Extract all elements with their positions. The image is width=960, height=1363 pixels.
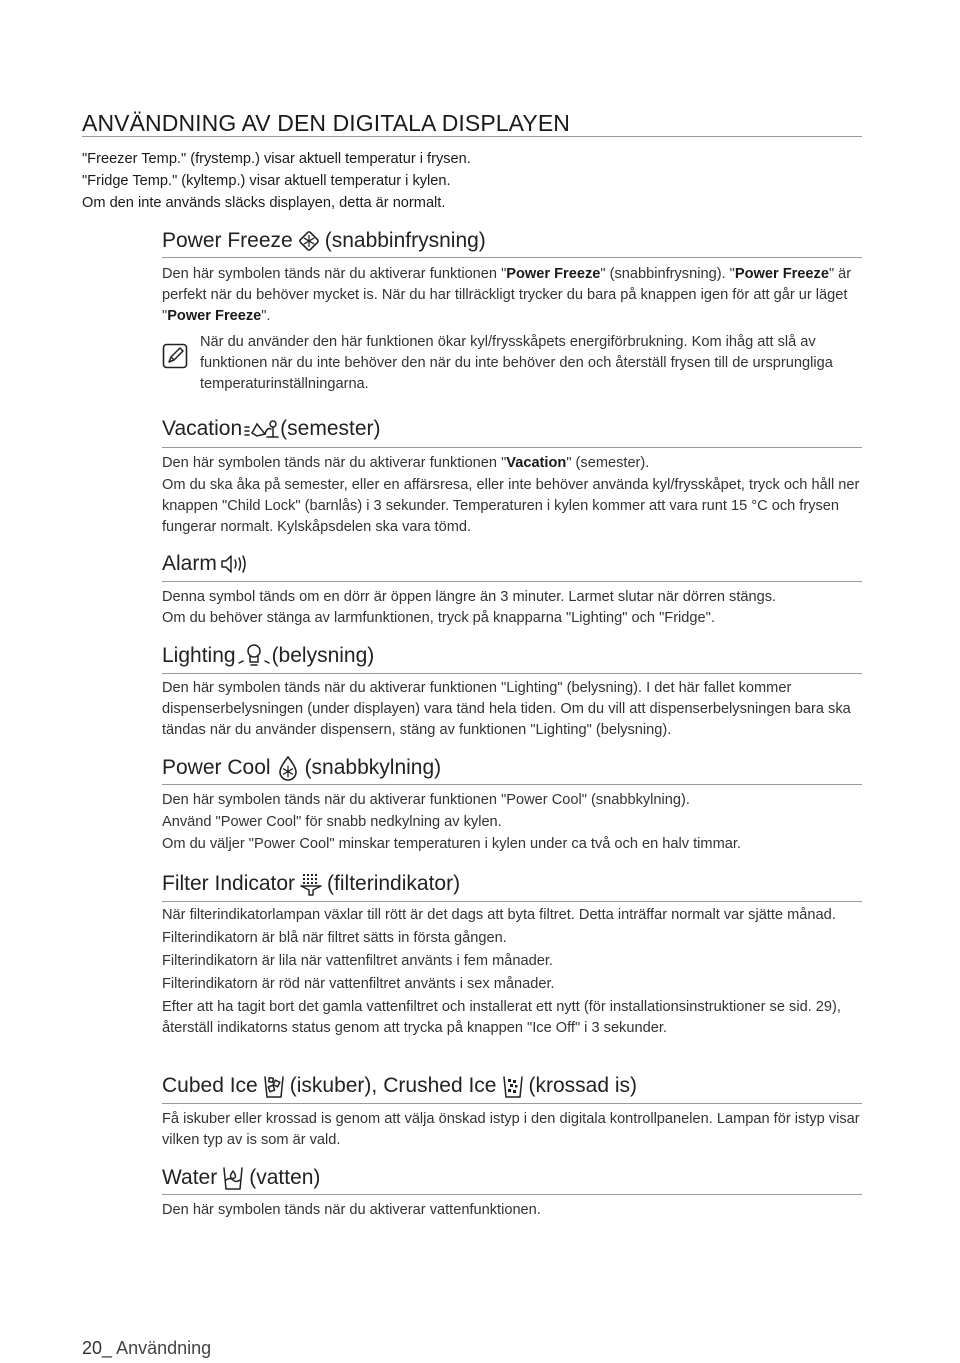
alarm-heading bbox=[162, 552, 251, 576]
water-sub: (vatten) bbox=[249, 1166, 321, 1189]
power-freeze-paragraph: Den här symbolen tänds när du aktiverar funktionen "Power Freeze" (snabbinfrysning). "Power Freeze" är perfekt när du behöver mycket is. När du har tillräckligt trycker du bara på knappen igen för att går ur läget "Power Freeze". bbox=[162, 266, 852, 324]
lighting-sub: (belysning) bbox=[271, 644, 375, 667]
vacation-name: Vacation bbox=[162, 417, 243, 440]
alarm-paragraph: Denna symbol tänds om en dörr är öppen längre än 3 minuter. Larmet slutar när dörren stängs. bbox=[162, 589, 777, 605]
section-divider bbox=[162, 581, 862, 582]
cubed-ice-sub: (iskuber), bbox=[289, 1074, 378, 1097]
vacation-body bbox=[162, 453, 867, 538]
ice-body bbox=[162, 1109, 867, 1151]
section-divider bbox=[162, 673, 862, 674]
cubed-ice-name: Cubed Ice bbox=[162, 1074, 258, 1097]
vacation-paragraph: Den här symbolen tänds när du aktiverar funktionen "Vacation" (semester). bbox=[162, 455, 650, 471]
power-freeze-body bbox=[162, 264, 867, 327]
snowflake-drop-icon bbox=[277, 755, 299, 781]
page-number: 20_ bbox=[82, 1338, 113, 1358]
water-name: Water bbox=[162, 1166, 218, 1189]
lighting-name: Lighting bbox=[162, 644, 236, 667]
lightbulb-icon bbox=[237, 643, 271, 669]
filter-paragraph: Filterindikatorn är lila när vattenfiltret använts i fem månader. bbox=[162, 953, 553, 969]
water-paragraph: Den här symbolen tänds när du aktiverar vattenfunktionen. bbox=[162, 1202, 541, 1218]
page-title: ANVÄNDNING AV DEN DIGITALA DISPLAYEN bbox=[82, 110, 571, 136]
water-heading bbox=[162, 1165, 320, 1191]
vacation-paragraph: Om du ska åka på semester, eller en affärsresa, eller inte behöver använda kyl/frysskåpet, tryck och håll ner knappen "Child Lock" (barnlås) i 3 sekunder. Temperaturen i kylen kommer att vara runt 15 °C och frysen fungerar normalt. Kylskåpsdelen ska vara tömd. bbox=[162, 477, 860, 535]
power-freeze-heading bbox=[162, 229, 486, 253]
section-divider bbox=[162, 1194, 862, 1195]
power-freeze-name: Power Freeze bbox=[162, 229, 293, 252]
snowflake-square-icon bbox=[298, 230, 320, 252]
power-cool-name: Power Cool bbox=[162, 756, 271, 779]
title-divider bbox=[82, 136, 862, 137]
intro-line: "Fridge Temp." (kyltemp.) visar aktuell temperatur i kylen. bbox=[82, 173, 451, 189]
filter-body bbox=[162, 905, 867, 1039]
filter-paragraph: Filterindikatorn är röd när vattenfiltret använts i sex månader. bbox=[162, 976, 555, 992]
note-pencil-icon bbox=[162, 343, 188, 374]
crushed-ice-name: Crushed Ice bbox=[383, 1074, 497, 1097]
cubed-ice-icon bbox=[263, 1073, 285, 1099]
intro-line: "Freezer Temp." (frystemp.) visar aktuell temperatur i frysen. bbox=[82, 151, 471, 167]
note-text: När du använder den här funktionen ökar kyl/frysskåpets energiförbrukning. Kom ihåg att slå av funktionen när du inte behöver den när du inte behöver den och återställ frysen till de ursprungliga temperaturinställningarna. bbox=[200, 334, 833, 392]
crushed-ice-icon bbox=[502, 1073, 524, 1099]
power-cool-paragraph: Använd "Power Cool" för snabb nedkylning av kylen. bbox=[162, 814, 502, 830]
power-freeze-sub: (snabbinfrysning) bbox=[324, 229, 486, 252]
alarm-name: Alarm bbox=[162, 552, 217, 575]
filter-paragraph: När filterindikatorlampan växlar till rött är det dags att byta filtret. Detta inträffar normalt var sjätte månad. bbox=[162, 907, 836, 923]
vacation-sub: (semester) bbox=[280, 417, 381, 440]
section-divider bbox=[162, 1103, 862, 1104]
lighting-body bbox=[162, 678, 867, 741]
vacation-heading bbox=[162, 417, 381, 441]
lighting-heading bbox=[162, 643, 374, 669]
filter-paragraph: Filterindikatorn är blå när filtret sätts in första gången. bbox=[162, 930, 507, 946]
ice-heading bbox=[162, 1073, 637, 1099]
filter-icon bbox=[300, 871, 322, 897]
power-cool-sub: (snabbkylning) bbox=[304, 756, 442, 779]
section-divider bbox=[162, 257, 862, 258]
intro-line: Om den inte används släcks displayen, detta är normalt. bbox=[82, 195, 446, 211]
alarm-paragraph: Om du behöver stänga av larmfunktionen, tryck på knapparna "Lighting" och "Fridge". bbox=[162, 610, 715, 626]
footer-section: Användning bbox=[116, 1338, 212, 1358]
filter-sub: (filterindikator) bbox=[327, 872, 461, 895]
filter-paragraph: Efter att ha tagit bort det gamla vattenfiltret och installerat ett nytt (för installationsinstruktioner se sid. 29), återställ indikatorns status genom att trycka på knappen "Ice Off" i 3 sekunder. bbox=[162, 999, 841, 1036]
power-cool-paragraph: Om du väljer "Power Cool" minskar temperaturen i kylen under ca två och en halv timmar. bbox=[162, 836, 741, 852]
power-cool-body bbox=[162, 790, 867, 855]
crushed-ice-sub: (krossad is) bbox=[528, 1074, 638, 1097]
water-body bbox=[162, 1200, 867, 1221]
power-cool-paragraph: Den här symbolen tänds när du aktiverar funktionen "Power Cool" (snabbkylning). bbox=[162, 792, 690, 808]
alarm-body bbox=[162, 587, 867, 629]
section-divider bbox=[162, 447, 862, 448]
vacation-icon bbox=[243, 417, 279, 441]
water-glass-icon bbox=[222, 1165, 244, 1191]
filter-heading bbox=[162, 871, 460, 897]
page-footer bbox=[82, 1338, 211, 1359]
power-cool-heading bbox=[162, 755, 441, 781]
section-divider bbox=[162, 784, 862, 785]
lighting-paragraph: Den här symbolen tänds när du aktiverar funktionen "Lighting" (belysning). I det här fallet kommer dispenserbelysningen (under displayen) vara tänd hela tiden. Om du vill att dispenserbelysningen bara ska tändas när du använder dispensern, stäng av funktionen "Lighting" (belysning). bbox=[162, 680, 851, 738]
speaker-icon bbox=[220, 553, 248, 575]
ice-paragraph: Få iskuber eller krossad is genom att välja önskad istyp i den digitala kontrollpanelen. Lampan för istyp visar vilken typ av is som är vald. bbox=[162, 1111, 860, 1148]
section-divider bbox=[162, 901, 862, 902]
intro-block bbox=[82, 148, 471, 214]
filter-name: Filter Indicator bbox=[162, 872, 296, 895]
